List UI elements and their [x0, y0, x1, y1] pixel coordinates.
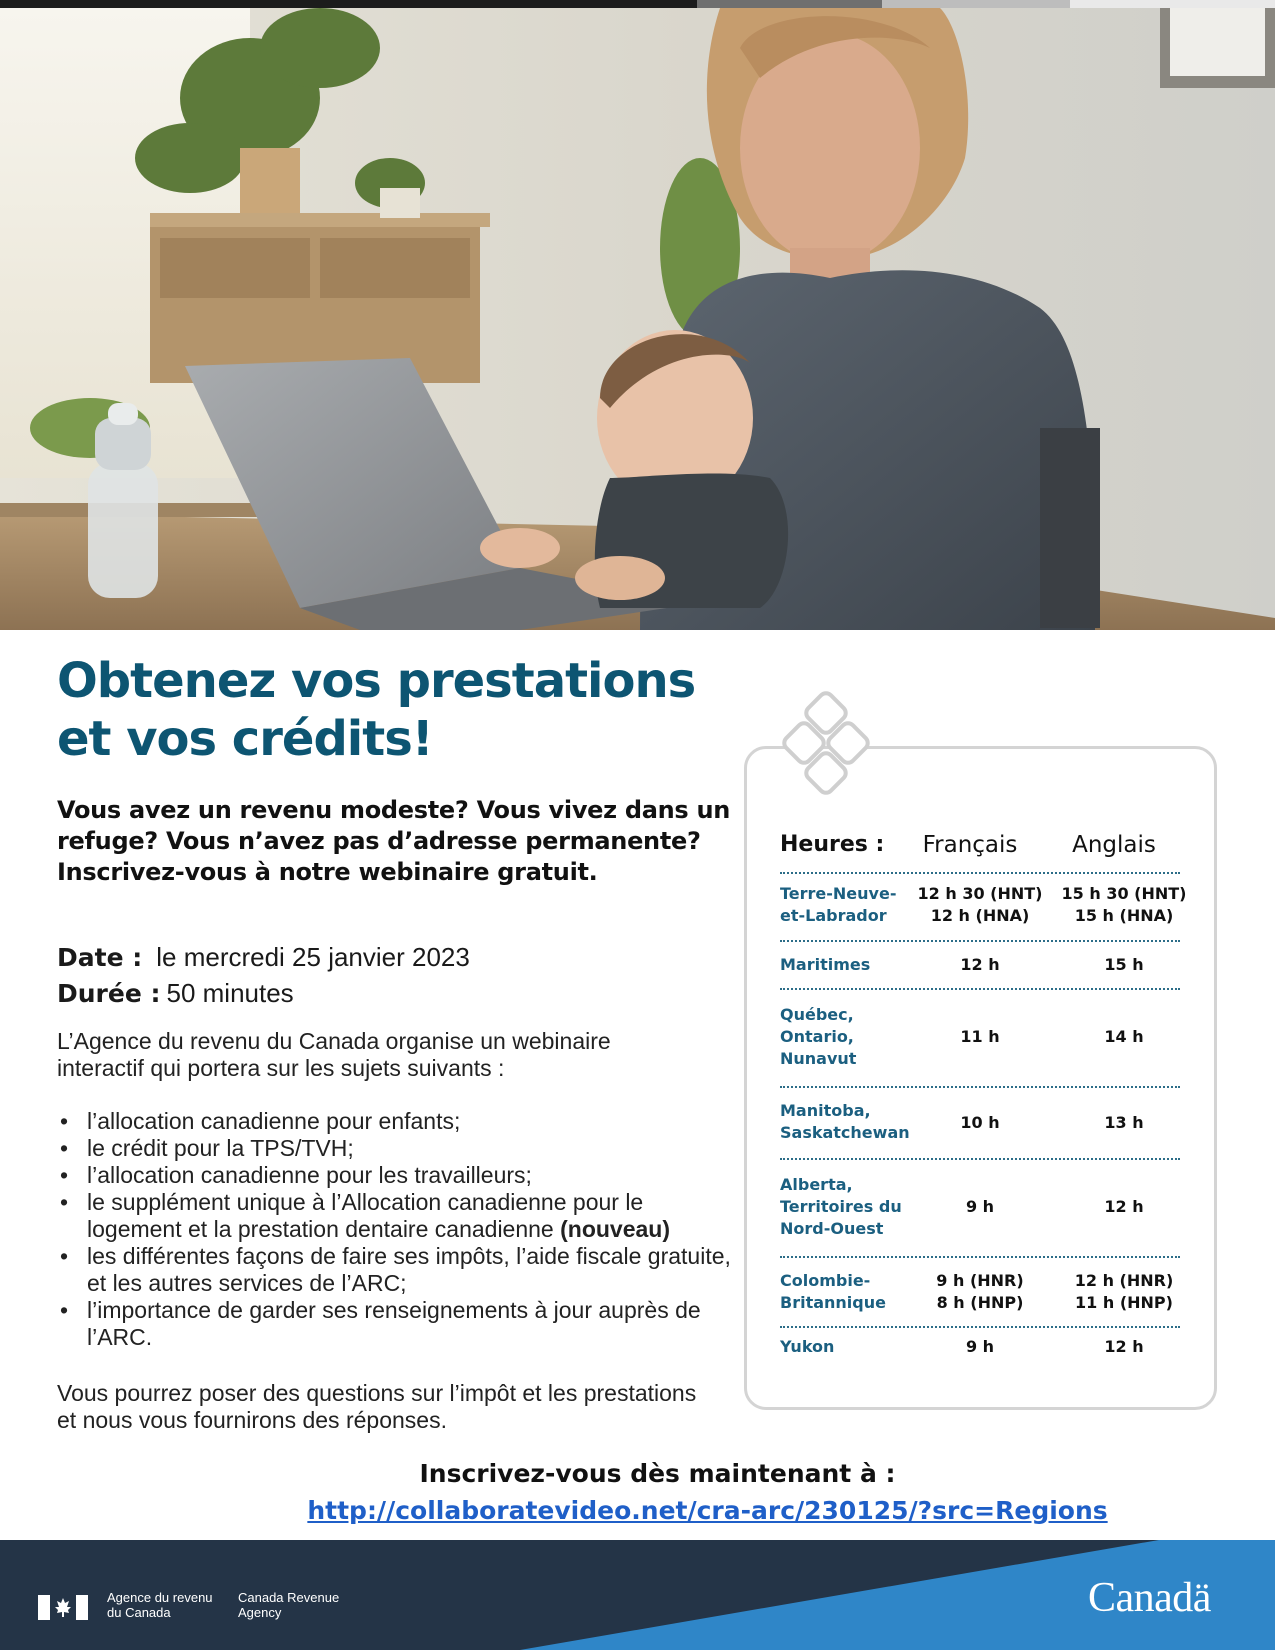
list-item: • le supplément unique à l’Allocation canadienne pour le logement et la prestation dentaire canadienne (nouveau) — [60, 1189, 670, 1242]
date-line — [57, 940, 737, 975]
header-french: Français — [922, 832, 1018, 858]
subheadline: Vous avez un revenu modeste? Vous vivez dans un refuge? Vous n’avez pas d’adresse permanente? Inscrivez-vous à notre webinaire gratuit. — [57, 796, 731, 886]
list-item: • l’allocation canadienne pour les travailleurs; — [60, 1162, 532, 1188]
english-time: 12 h (HNR) 11 h (HNP) — [1074, 1271, 1174, 1312]
bullet-icon: • — [60, 1243, 69, 1269]
english-time: 15 h 30 (HNT) 15 h (HNA) — [1061, 884, 1187, 925]
headline-line-2: et vos crédits! — [57, 711, 433, 767]
french-time: 12 h 30 (HNT) 12 h (HNA) — [917, 884, 1043, 925]
cra-diamond-logo — [780, 689, 880, 799]
duration-label: Durée : — [57, 979, 161, 1008]
date-value: le mercredi 25 janvier 2023 — [156, 942, 470, 972]
table-row — [780, 988, 1180, 1086]
table-row — [780, 1158, 1180, 1256]
table-row — [780, 1086, 1180, 1158]
topic-list — [57, 1108, 737, 1351]
list-item: • l’allocation canadienne pour enfants; — [60, 1108, 461, 1134]
date-label: Date : — [57, 943, 143, 972]
new-tag: (nouveau) — [560, 1216, 670, 1242]
registration-link[interactable]: http://collaboratevideo.net/cra-arc/230125/?src=Regions — [307, 1496, 1108, 1525]
bullet-icon: • — [60, 1135, 69, 1161]
table-row — [780, 940, 1180, 988]
canada-wordmark: Canadä — [1088, 1575, 1211, 1621]
header-english: Anglais — [1072, 832, 1156, 858]
region-label: Maritimes — [780, 955, 871, 974]
table-row — [780, 872, 1187, 940]
bullet-icon: • — [60, 1108, 69, 1134]
english-time: 15 h — [1104, 955, 1144, 974]
duration-value: 50 minutes — [166, 978, 294, 1008]
table-row — [780, 1256, 1180, 1326]
french-time: 9 h — [965, 1337, 995, 1356]
agency-name-english: Canada Revenue Agency — [238, 1590, 340, 1620]
french-time: 12 h — [960, 955, 1000, 974]
region-label: Alberta, Territoires du Nord-Ouest — [780, 1175, 902, 1238]
register-label: Inscrivez-vous dès maintenant à : — [419, 1459, 896, 1488]
top-color-strip — [0, 0, 1275, 8]
bullet-icon: • — [60, 1297, 69, 1323]
region-label: Manitoba, Saskatchewan — [780, 1101, 910, 1142]
headline — [57, 652, 757, 768]
english-time: 14 h — [1104, 1027, 1144, 1046]
region-label: Terre-Neuve- et-Labrador — [780, 884, 897, 925]
agency-name-french: Agence du revenu du Canada — [107, 1590, 213, 1620]
canada-flag-icon — [38, 1595, 88, 1620]
region-label: Colombie- Britannique — [780, 1271, 886, 1312]
list-item: • le crédit pour la TPS/TVH; — [60, 1135, 354, 1161]
table-row — [780, 1326, 1180, 1370]
region-label: Yukon — [780, 1337, 835, 1356]
french-time: 9 h — [965, 1197, 995, 1216]
headline-line-1: Obtenez vos prestations — [57, 653, 696, 709]
bullet-icon: • — [60, 1189, 69, 1215]
english-time: 12 h — [1104, 1197, 1144, 1216]
list-item: • les différentes façons de faire ses impôts, l’aide fiscale gratuite, et les autres services de l’ARC; — [60, 1243, 731, 1296]
header-hours: Heures : — [780, 832, 885, 857]
bullet-icon: • — [60, 1162, 69, 1188]
schedule-rows — [780, 872, 1187, 1370]
intro-paragraph: L’Agence du revenu du Canada organise un webinaire interactif qui portera sur les sujets suivants : — [57, 1028, 611, 1081]
duration-line — [57, 976, 737, 1011]
closing-paragraph: Vous pourrez poser des questions sur l’impôt et les prestations et nous vous fournirons des réponses. — [57, 1380, 697, 1433]
french-time: 9 h (HNR) 8 h (HNP) — [936, 1271, 1024, 1312]
french-time: 10 h — [960, 1113, 1000, 1132]
list-item: • l’importance de garder ses renseignements à jour auprès de l’ARC. — [60, 1297, 701, 1350]
schedule-header — [780, 832, 1180, 872]
english-time: 13 h — [1104, 1113, 1144, 1132]
region-label: Québec, Ontario, Nunavut — [780, 1005, 857, 1068]
hero-photo — [0, 8, 1275, 630]
english-time: 12 h — [1104, 1337, 1144, 1356]
french-time: 11 h — [960, 1027, 1000, 1046]
